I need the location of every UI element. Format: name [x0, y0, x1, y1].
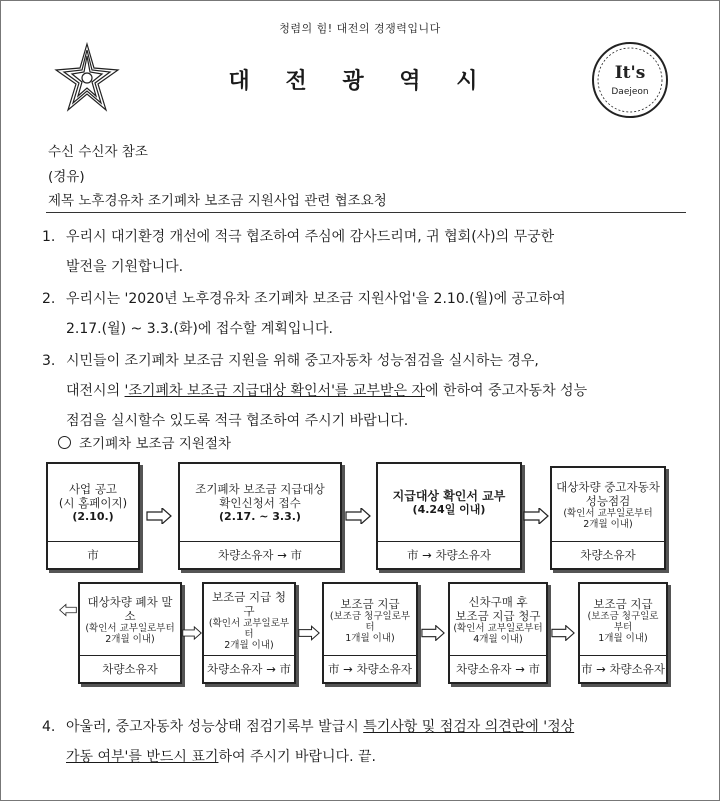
- step-actor: 市 → 차량소유자: [324, 655, 416, 682]
- step-note: (확인서 교부일로부터: [563, 508, 653, 519]
- step-actor: 차량소유자 → 市: [450, 655, 546, 682]
- step-label: 대상차량 중고자동차: [556, 480, 660, 494]
- svg-text:Daejeon: Daejeon: [611, 87, 649, 97]
- step-note: 2개월 이내): [105, 634, 155, 645]
- paragraph-number: 3.: [42, 353, 56, 369]
- paragraph-number: 4.: [42, 719, 56, 735]
- paragraph-2: [42, 284, 687, 344]
- step-note: (보조금 청구일로부터: [329, 610, 411, 633]
- step-label: 사업 공고: [68, 482, 118, 496]
- step-label: 보조금 지급 청구: [212, 589, 286, 618]
- right-arrow-icon: [182, 625, 202, 641]
- step-label: 보조금 지급: [593, 596, 653, 611]
- procedure-step-3: [376, 462, 522, 570]
- subject-underline: [46, 212, 686, 213]
- paragraph-text: 우리시 대기환경 개선에 적극 협조하여 주심에 감사드리며, 귀 협회(사)의 무궁한: [66, 229, 555, 245]
- right-arrow-icon: [551, 625, 575, 641]
- step-note: (확인서 교부일로부터: [85, 623, 175, 634]
- step-actor: 차량소유자: [552, 541, 664, 568]
- right-arrow-icon: [298, 625, 320, 641]
- step-label: (시 홈페이지): [58, 496, 128, 510]
- paragraph-text: 대전시의: [66, 383, 125, 399]
- step-actor: 市 → 차량소유자: [580, 655, 666, 682]
- paragraph-text: 에 한하여 중고자동차 성능: [424, 383, 588, 399]
- procedure-step-8: [448, 582, 548, 684]
- procedure-step-1: [46, 462, 140, 570]
- procedure-step-6: [202, 582, 296, 684]
- circle-bullet-icon: [58, 436, 71, 449]
- procedure-title: 조기폐차 보조금 지원절차: [58, 432, 231, 452]
- step-date: (2.17. ~ 3.3.): [219, 510, 301, 523]
- step-note: (보조금 청구일로부터: [587, 610, 659, 633]
- paragraph-line: [42, 742, 687, 772]
- step-actor: 차량소유자 → 市: [180, 541, 340, 568]
- step-note: 1개월 이내): [345, 632, 395, 644]
- underlined-text: '조기폐차 보조금 지급대상 확인서'를 교부받은 자: [124, 383, 425, 399]
- step-date: (2.10.): [72, 510, 114, 523]
- right-arrow-icon: [523, 508, 549, 524]
- paragraph-3: [42, 346, 687, 436]
- right-arrow-icon: [146, 508, 172, 524]
- paragraph-text: 우리시는 '2020년 노후경유차 조기폐차 보조금 지원사업'을 2.10.(월)에 공고하여: [66, 291, 566, 307]
- paragraph-text: 하여 주시기 바랍니다. 끝.: [218, 749, 376, 765]
- step-label: 신차구매 후: [468, 595, 528, 609]
- paragraph-1: [42, 222, 687, 282]
- step-label: 보조금 지급: [340, 596, 400, 611]
- its-daejeon-logo: [590, 40, 670, 120]
- slogan: 청렴의 힘! 대전의 경쟁력입니다: [279, 22, 441, 35]
- procedure-step-5: [78, 582, 182, 684]
- step-actor: 市 → 차량소유자: [378, 541, 520, 568]
- procedure-step-9: [578, 582, 668, 684]
- step-label: 보조금 지급 청구: [455, 609, 541, 623]
- underlined-text: 특기사항 및 점검자 의견란에 '정상: [363, 719, 575, 735]
- left-arrow-icon: [59, 602, 77, 618]
- underlined-text: 가동 여부'를 반드시 표기: [66, 749, 219, 765]
- via-line: (경유): [48, 169, 85, 185]
- step-actor: 차량소유자 → 市: [204, 655, 294, 682]
- subject-line: 제목 노후경유차 조기폐차 보조금 지원사업 관련 협조요청: [48, 193, 387, 209]
- step-label: 확인신청서 접수: [219, 496, 301, 510]
- procedure-step-4: [550, 466, 666, 570]
- right-arrow-icon: [345, 508, 371, 524]
- paragraph-number: 1.: [42, 229, 56, 245]
- paragraph-text: 아울러, 중고자동차 성능상태 점검기록부 발급시: [66, 719, 364, 735]
- step-actor: 市: [48, 541, 138, 568]
- procedure-step-2: [178, 462, 342, 570]
- agency-title: 대 전 광 역 시: [228, 69, 492, 94]
- step-date: (4.24일 이내): [412, 503, 486, 516]
- step-note: 4개월 이내): [473, 634, 523, 645]
- step-note: (확인서 교부일로부터: [208, 617, 290, 640]
- procedure-step-7: [322, 582, 418, 684]
- step-label: 대상차량 폐차 말소: [87, 595, 173, 623]
- paragraph-text: 2.17.(월) ~ 3.3.(화)에 접수할 계획입니다.: [66, 321, 333, 337]
- right-arrow-icon: [421, 625, 445, 641]
- step-label: 지급대상 확인서 교부: [392, 489, 506, 503]
- step-label: 성능점검: [585, 494, 631, 508]
- recipient-line: 수신 수신자 참조: [48, 144, 148, 160]
- paragraph-text: 시민들이 조기폐차 보조금 지원을 위해 중고자동차 성능점검을 실시하는 경우,: [66, 353, 539, 369]
- step-note: 2개월 이내): [583, 519, 633, 530]
- step-note: 1개월 이내): [598, 632, 648, 644]
- paragraph-line: [42, 376, 687, 406]
- paragraph-4: [42, 712, 687, 772]
- step-note: 2개월 이내): [224, 639, 274, 651]
- paragraph-text: 점검을 실시할수 있도록 적극 협조하여 주시기 바랍니다.: [66, 413, 409, 429]
- step-note: (확인서 교부일로부터: [453, 623, 543, 634]
- step-actor: 차량소유자: [80, 655, 180, 682]
- step-label: 조기폐차 보조금 지급대상: [195, 482, 325, 496]
- paragraph-text: 발전을 기원합니다.: [66, 259, 184, 275]
- svg-text:It's: It's: [614, 63, 646, 83]
- paragraph-number: 2.: [42, 291, 56, 307]
